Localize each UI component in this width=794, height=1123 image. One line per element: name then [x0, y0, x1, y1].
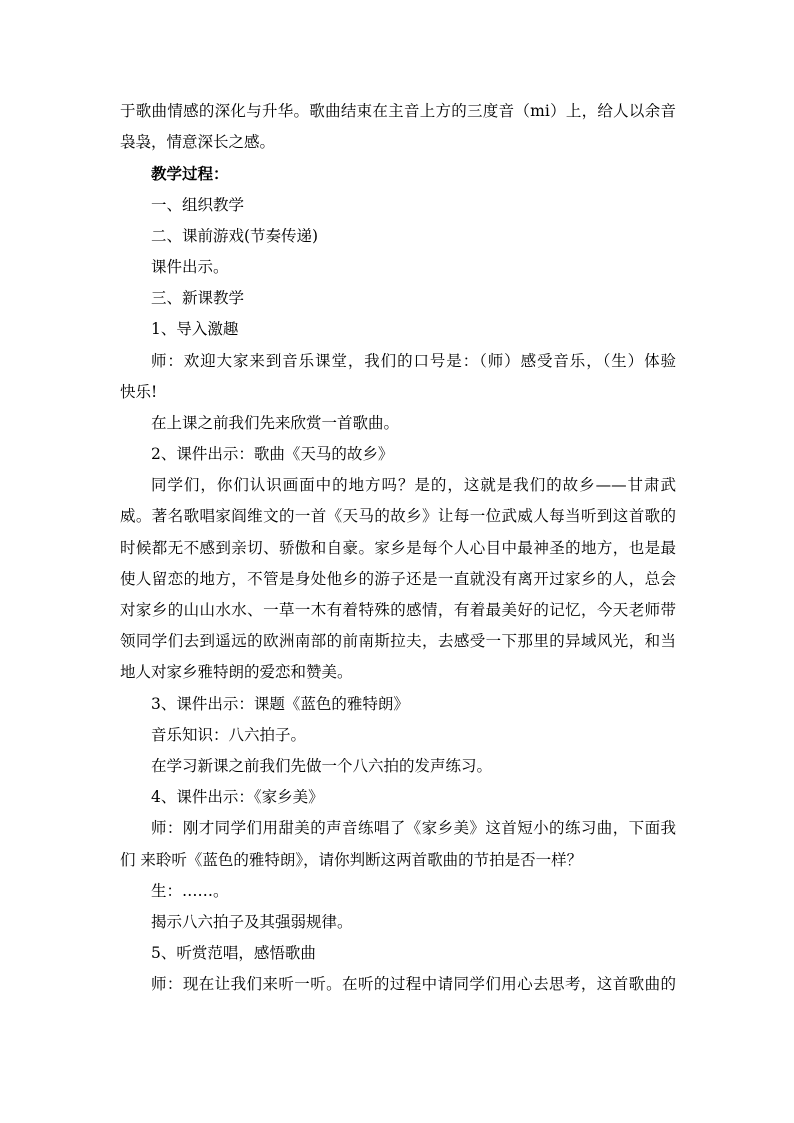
paragraph-line: 同学们，你们认识画面中的地方吗？是的，这就是我们的故乡——甘肃武 [151, 476, 676, 495]
paragraph-line: 对家乡的山山水水、一草一木有着特殊的感情，有着最美好的记忆，今天老师带 [120, 601, 676, 619]
paragraph-line: 师：现在让我们来听一听。在听的过程中请同学们用心去思考，这首歌曲的 [151, 975, 676, 994]
paragraph-line: 威。著名歌唱家阎维文的一首《天马的故乡》让每一位武威人每当听到这首歌的 [120, 507, 676, 526]
paragraph-line: 在学习新课之前我们先做一个八六拍的发声练习。 [151, 756, 493, 775]
step-heading: 三、新课教学 [151, 289, 245, 308]
paragraph-line: 揭示八六拍子及其强弱规律。 [151, 912, 353, 931]
paragraph-line: 师：欢迎大家来到音乐课堂，我们的口号是：（师）感受音乐，（生）体验 [151, 351, 676, 370]
paragraph-line: 快乐! [120, 382, 158, 401]
paragraph-line: 领同学们去到遥远的欧洲南部的前南斯拉夫，去感受一下那里的异域风光，和当 [120, 632, 676, 651]
paragraph-line: 师：刚才同学们用甜美的声音练唱了《家乡美》这首短小的练习曲，下面我 [151, 819, 676, 838]
step-heading: 一、组织教学 [151, 195, 245, 214]
paragraph-line: 音乐知识：八六拍子。 [151, 725, 307, 744]
paragraph-line: 们 来聆听《蓝色的雅特朗》，请你判断这两首歌曲的节拍是否一样？ [120, 850, 583, 869]
paragraph-line: 时候都无不感到亲切、骄傲和自豪。家乡是每个人心目中最神圣的地方，也是最 [120, 538, 676, 557]
paragraph-line: 地人对家乡雅特朗的爱恋和赞美。 [120, 663, 353, 682]
sub-step-heading: 4、课件出示：《家乡美》 [151, 788, 324, 807]
sub-step-heading: 5、听赏范唱，感悟歌曲 [151, 944, 316, 963]
paragraph-line: 在上课之前我们先来欣赏一首歌曲。 [151, 413, 400, 432]
step-heading: 二、课前游戏(节奏传递) [151, 226, 319, 245]
paragraph-line: 课件出示。 [151, 257, 229, 276]
section-heading: 教学过程： [151, 164, 229, 184]
sub-step-heading: 2、课件出示：歌曲《天马的故乡》 [151, 445, 394, 464]
sub-step-heading: 3、课件出示：课题《蓝色的雅特朗》 [151, 694, 409, 713]
paragraph-line: 生：……。 [151, 881, 229, 900]
sub-step-heading: 1、导入激趣 [151, 320, 239, 339]
document-page [120, 96, 676, 1000]
paragraph-line: 使人留恋的地方，不管是身处他乡的游子还是一直就没有离开过家乡的人，总会 [120, 569, 676, 588]
paragraph-line: 于歌曲情感的深化与升华。歌曲结束在主音上方的三度音（mi）上，给人以余音 [120, 102, 676, 120]
paragraph-line: 袅袅，情意深长之感。 [120, 133, 276, 152]
